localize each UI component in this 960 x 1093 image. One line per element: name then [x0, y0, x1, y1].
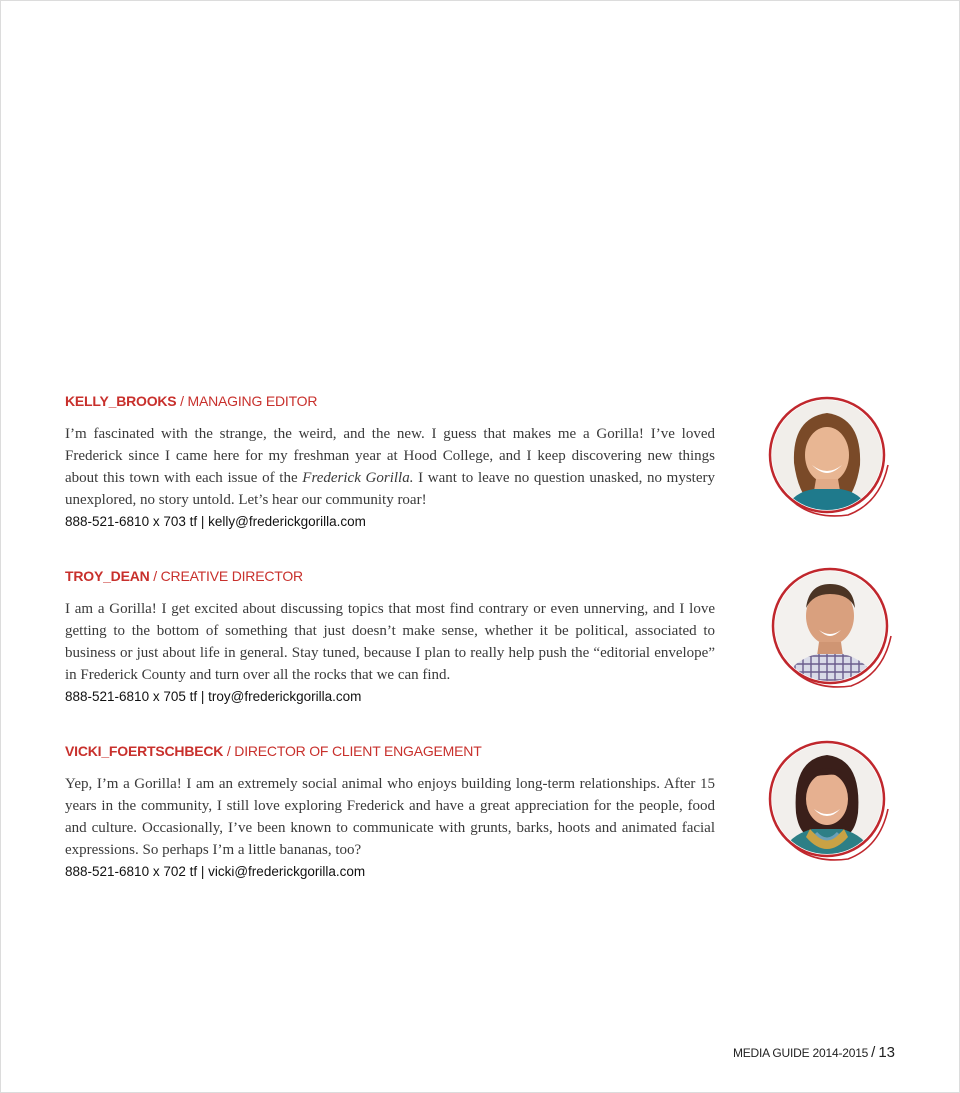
woman-portrait-icon — [764, 393, 894, 523]
staff-heading — [65, 391, 715, 411]
staff-entry-kelly — [65, 391, 715, 533]
staff-name: VICKI_FOERTSCHBECK — [65, 743, 224, 759]
kelly-portrait-photo — [764, 393, 894, 523]
staff-entry-troy — [65, 566, 715, 708]
footer-guide-label: MEDIA GUIDE 2014-2015 — [732, 1046, 869, 1060]
heading-separator: / — [149, 568, 161, 584]
page-footer — [733, 1044, 895, 1062]
staff-name: TROY_DEAN — [65, 568, 150, 584]
page-number: 13 — [878, 1044, 895, 1061]
woman-portrait-scarf-icon — [764, 737, 894, 867]
staff-contact[interactable]: 888-521-6810 x 702 tf | vicki@frederickgorilla.com — [65, 864, 366, 879]
staff-name: KELLY_BROOKS — [65, 393, 177, 409]
staff-bio — [65, 773, 715, 861]
bio-text-continued: I want to leave no question unasked, no mystery unexplored, no story untold. Let’s hear our community roar! — [65, 470, 715, 508]
staff-bio — [65, 598, 715, 686]
bio-text: Yep, I’m a Gorilla! I am an extremely social animal who enjoys building long-term relationships. After 15 years in the community, I still love exploring Frederick and have a great appreciation for the people, food and culture. Occasionally, I’ve been known to communicate with grunts, barks, hoots and animated facial expressions. So perhaps I’m a little bananas, too? — [65, 776, 715, 858]
staff-title: DIRECTOR OF CLIENT ENGAGEMENT — [234, 743, 482, 759]
bio-text: I’m fascinated with the strange, the weird, and the new. I guess that makes me a Gorilla! I’ve loved Frederick since I came here for my freshman year at Hood College, and I keep discovering new things about this town with each issue of the — [65, 426, 715, 486]
staff-bio — [65, 423, 715, 511]
bio-publication-title: Frederick Gorilla. — [302, 470, 414, 486]
staff-heading — [65, 741, 715, 761]
bio-text: I am a Gorilla! I get excited about discussing topics that most find contrary or even unnerving, and I love getting to the bottom of something that just doesn’t make sense, whether it be political, associated to business or just about life in general. Stay tuned, because I plan to really help push the “editorial envelope” in Frederick County and turn over all the rocks that we can find. — [65, 601, 715, 683]
man-portrait-icon — [767, 564, 897, 694]
staff-title: MANAGING EDITOR — [187, 393, 318, 409]
heading-separator: / — [176, 393, 188, 409]
heading-separator: / — [223, 743, 235, 759]
staff-contact[interactable]: 888-521-6810 x 703 tf | kelly@frederickgorilla.com — [65, 514, 366, 529]
footer-separator: / — [871, 1044, 876, 1061]
staff-contact[interactable]: 888-521-6810 x 705 tf | troy@frederickgorilla.com — [65, 689, 362, 704]
staff-title: CREATIVE DIRECTOR — [160, 568, 303, 584]
staff-heading — [65, 566, 715, 586]
troy-portrait-photo — [767, 564, 897, 694]
vicki-portrait-photo — [764, 737, 894, 867]
staff-entry-vicki — [65, 741, 715, 883]
